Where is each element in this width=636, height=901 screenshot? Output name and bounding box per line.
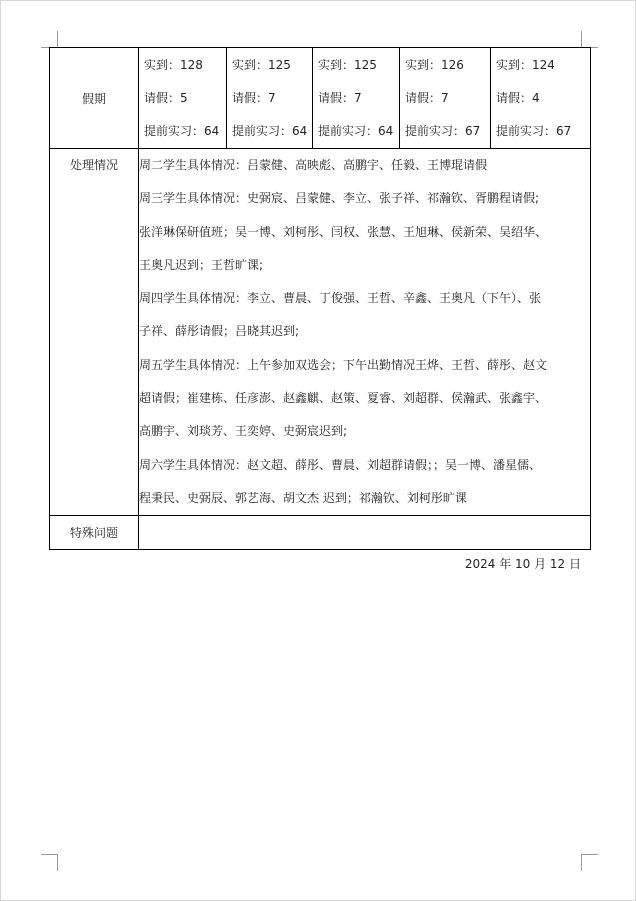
- stat-cell: [313, 48, 400, 149]
- document-date: 2024 年 10 月 12 日: [464, 557, 581, 571]
- stat-cell: [491, 48, 591, 149]
- stat-cell: [227, 48, 313, 149]
- leave-count: 请假：4: [496, 91, 540, 105]
- handling-line: 周三学生具体情况：史弼宸、吕蒙健、李立、张子祥、祁瀚钦、胥鹏程请假;: [139, 191, 540, 206]
- handling-label: 处理情况: [50, 149, 139, 516]
- intern-count: 提前实习：64: [232, 124, 308, 138]
- handling-content: [139, 149, 591, 516]
- present-count: 实到：125: [318, 58, 377, 72]
- leave-count: 请假：7: [232, 91, 276, 105]
- handling-line: 王奥凡迟到；王哲旷课;: [139, 257, 264, 272]
- present-count: 实到：128: [144, 58, 203, 72]
- leave-label: 假期: [50, 48, 139, 149]
- intern-count: 提前实习：64: [144, 124, 220, 138]
- handling-line: 子祥、薛彤请假；吕晓其迟到;: [139, 324, 300, 339]
- special-label: 特殊问题: [50, 516, 139, 550]
- leave-count: 请假：7: [405, 91, 449, 105]
- special-row: [50, 516, 591, 550]
- handling-line: 张洋琳保研值班；吴一博、刘柯彤、闫权、张慧、王旭琳、侯新荣、吴绍华、: [139, 224, 548, 239]
- attendance-table: [49, 47, 591, 550]
- handling-line: 超请假；崔建栋、任彦澎、赵鑫麒、赵策、夏睿、刘超群、侯瀚武、张鑫宇、: [139, 391, 548, 406]
- handling-line: 周六学生具体情况：赵文超、薛彤、曹晨、刘超群请假；；吴一博、潘星儒、: [139, 457, 542, 472]
- handling-line: 高鹏宇、刘琰芳、王奕婷、史弼宸迟到;: [139, 424, 348, 439]
- stat-cell: [139, 48, 227, 149]
- special-content: [139, 516, 591, 550]
- intern-count: 提前实习：67: [496, 124, 572, 138]
- handling-row: [50, 149, 591, 516]
- margin-corner-bottom-left: [41, 854, 58, 871]
- leave-count: 请假：7: [318, 91, 362, 105]
- leave-count: 请假：5: [144, 91, 188, 105]
- present-count: 实到：126: [405, 58, 464, 72]
- margin-corner-top-right: [581, 31, 598, 48]
- margin-corner-bottom-right: [581, 854, 598, 871]
- handling-line: 周四学生具体情况：李立、曹晨、丁俊强、王哲、辛鑫、王奥凡（下午）、张: [139, 291, 542, 306]
- present-count: 实到：124: [496, 58, 555, 72]
- handling-line: 周五学生具体情况：上午参加双选会；下午出勤情况王烨、王哲、薛彤、赵文: [139, 357, 548, 372]
- handling-line: 程秉民、史弼辰、郭艺海、胡文杰 迟到；祁瀚钦、刘柯彤旷课: [139, 490, 467, 505]
- handling-line: 周二学生具体情况：吕蒙健、高映彪、高鹏宇、任毅、王博琨请假: [139, 158, 488, 172]
- stat-cell: [400, 48, 491, 149]
- leave-row: [50, 48, 591, 149]
- present-count: 实到：125: [232, 58, 291, 72]
- margin-corner-top-left: [41, 31, 58, 48]
- intern-count: 提前实习：64: [318, 124, 394, 138]
- intern-count: 提前实习：67: [405, 124, 481, 138]
